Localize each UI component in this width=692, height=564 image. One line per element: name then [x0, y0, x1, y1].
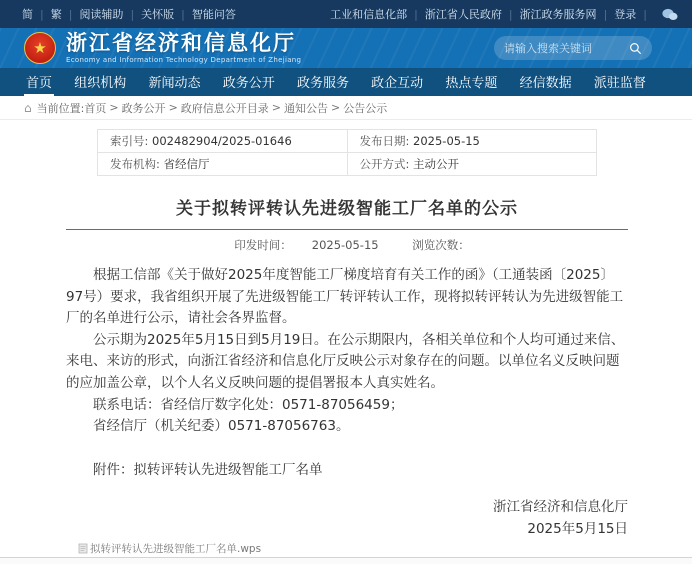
footer-strip — [0, 557, 692, 564]
nav-item-label: 政务公开 — [222, 76, 275, 91]
attachment-filename: 拟转评转认先进级智能工厂名单.wps — [90, 543, 262, 556]
nav-item-gov-enterprise[interactable] — [369, 68, 425, 96]
wechat-icon[interactable] — [662, 8, 678, 21]
breadcrumb-item-home[interactable]: 首页 — [84, 101, 107, 115]
topbar-link-zhejiang-service[interactable]: 浙江政务服务网 — [519, 8, 597, 21]
site-subtitle: Economy and Information Technology Department of Zhejiang — [66, 56, 302, 65]
table-row — [98, 130, 597, 153]
contact-phone-line: 省经信厅（机关纪委）0571-87056763。 — [93, 418, 350, 435]
nav-item-home[interactable] — [24, 68, 54, 96]
topbar — [0, 0, 692, 28]
article-body — [66, 265, 628, 541]
search-icon[interactable] — [629, 42, 642, 55]
breadcrumb — [0, 96, 692, 120]
doc-agency-value: 省经信厅 — [163, 157, 210, 171]
doc-agency-cell — [98, 153, 348, 176]
print-time: 印发时间： 2025-05-15 — [234, 238, 379, 252]
breadcrumb-item-info-catalog[interactable]: 政府信息公开目录 — [180, 101, 269, 115]
main-nav — [0, 68, 692, 96]
site-brand — [24, 32, 301, 64]
doc-date-cell — [347, 130, 597, 153]
doc-date-value: 2025-05-15 — [413, 134, 480, 148]
home-icon: ⌂ — [24, 100, 32, 115]
paragraph: 根据工信部《关于做好2025年度智能工厂梯度培育有关工作的函》（工通装函〔2025〕97号）要求，我省组织开展了先进级智能工厂转评转认工作，现将拟转评转认为先进级智能工厂的名单进行公示，请社会各界监督。 — [66, 267, 624, 327]
nav-item-news[interactable] — [146, 68, 202, 96]
topbar-link-senior-version[interactable]: 关怀版 — [141, 8, 175, 21]
breadcrumb-item-notices[interactable]: 通知公告 — [284, 101, 328, 115]
breadcrumb-separator: > — [168, 101, 178, 114]
attachment-bar — [0, 541, 692, 557]
nav-item-label: 组织机构 — [74, 76, 127, 91]
nav-item-gov-disclosure[interactable] — [221, 68, 277, 96]
doc-index-cell — [98, 130, 348, 153]
search-box — [494, 36, 652, 60]
breadcrumb-separator: > — [271, 101, 281, 114]
doc-method-value: 主动公开 — [413, 157, 460, 171]
topbar-link-smart-qa[interactable]: 智能问答 — [191, 8, 236, 21]
national-emblem-logo: ★ — [24, 32, 56, 64]
search-input[interactable] — [504, 42, 629, 55]
contact-phone-line: 联系电话：省经信厅数字化处：0571-87056459； — [93, 396, 404, 413]
divider: | — [508, 7, 513, 21]
nav-item-label: 政企互动 — [371, 76, 424, 91]
view-count: 浏览次数： — [412, 238, 470, 252]
login-link[interactable]: 登录 — [614, 8, 637, 21]
breadcrumb-item-gov-disclosure[interactable]: 政务公开 — [121, 101, 166, 115]
nav-item-label: 热点专题 — [445, 76, 498, 91]
topbar-left — [22, 6, 236, 22]
nav-item-gov-services[interactable] — [295, 68, 351, 96]
doc-index-value: 002482904/2025-01646 — [152, 134, 292, 148]
attachment-reference-line: 附件：拟转评转认先进级智能工厂名单 — [93, 461, 323, 478]
signature-block — [66, 497, 628, 540]
topbar-link-miit[interactable]: 工业和信息化部 — [330, 8, 408, 21]
topbar-link-reading-aid[interactable]: 阅读辅助 — [79, 8, 124, 21]
page-title: 关于拟转评转认先进级智能工厂名单的公示 — [176, 199, 518, 219]
attachment-download-link[interactable] — [78, 541, 261, 556]
topbar-link-traditional-chinese[interactable]: 繁 — [50, 8, 62, 21]
signature-date: 2025年5月15日 — [527, 520, 628, 537]
breadcrumb-prefix: 当前位置: — [36, 101, 85, 115]
site-header — [0, 28, 692, 68]
nav-item-organization[interactable] — [72, 68, 128, 96]
nav-item-label: 派驻监督 — [593, 76, 646, 91]
divider: | — [68, 7, 73, 21]
doc-method-cell — [347, 153, 597, 176]
nav-item-data[interactable] — [518, 68, 574, 96]
nav-item-label: 首页 — [24, 68, 54, 96]
nav-item-supervision[interactable] — [592, 68, 648, 96]
article-meta — [66, 237, 628, 253]
breadcrumb-item-announcements[interactable]: 公告公示 — [343, 101, 388, 115]
divider: | — [414, 7, 418, 21]
doc-index-label: 索引号: — [110, 134, 149, 148]
divider: | — [40, 7, 44, 21]
doc-agency-label: 发布机构: — [110, 157, 160, 171]
paragraph: 公示期为2025年5月15日到5月19日。在公示期限内，各相关单位和个人均可通过来信、来电、来访的形式，向浙江省经济和信息化厅反映公示对象存在的问题。以单位名义反映问题的应加盖公章，以个人名义反映问题的提倡署报本人真实姓名。 — [66, 331, 625, 391]
doc-method-label: 公开方式: — [359, 157, 410, 171]
nav-item-label: 新闻动态 — [148, 76, 201, 91]
article-content — [0, 120, 692, 541]
nav-item-label: 经信数据 — [519, 76, 572, 91]
breadcrumb-separator: > — [109, 101, 119, 114]
topbar-link-zhejiang-gov[interactable]: 浙江省人民政府 — [424, 8, 502, 21]
signature-organization: 浙江省经济和信息化厅 — [493, 499, 628, 516]
doc-date-label: 发布日期: — [359, 134, 410, 148]
site-title: 浙江省经济和信息化厅 — [66, 30, 296, 55]
breadcrumb-separator: > — [331, 101, 341, 114]
divider: | — [130, 7, 135, 21]
file-icon — [78, 543, 88, 554]
divider: | — [643, 7, 647, 21]
brand-text — [66, 32, 301, 64]
topbar-link-simplified-chinese[interactable]: 简 — [22, 8, 33, 21]
divider: | — [603, 7, 608, 21]
table-row — [98, 153, 597, 176]
nav-item-label: 政务服务 — [296, 76, 349, 91]
title-divider — [66, 229, 628, 230]
divider: | — [181, 7, 185, 21]
nav-item-hot-topics[interactable] — [443, 68, 499, 96]
topbar-right — [330, 6, 678, 22]
doc-info-table — [97, 129, 597, 176]
